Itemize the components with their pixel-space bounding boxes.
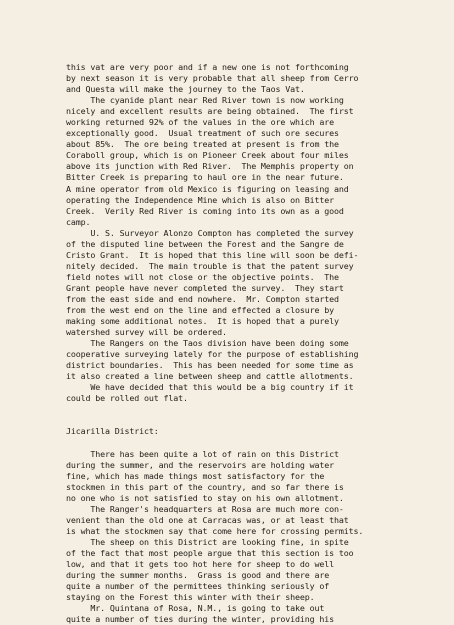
text-line: during the summer, and the reservoirs are holding water bbox=[66, 459, 335, 470]
paragraph-vat bbox=[66, 62, 418, 95]
text-line: district boundaries. This has been needed for some time as bbox=[66, 360, 354, 371]
text-line: from the west end on the line and effected a closure by bbox=[66, 305, 335, 316]
paragraph-survey bbox=[66, 228, 418, 338]
text-line: The sheep on this District are looking fine, in spite bbox=[66, 536, 349, 547]
text-line: We have decided that this would be a big country if it bbox=[66, 382, 354, 393]
paragraph-rangers bbox=[66, 338, 418, 404]
text-line: The cyanide plant near Red River town is now working bbox=[66, 95, 344, 106]
text-line: about 85%. The ore being treated at present is from the bbox=[66, 139, 339, 150]
text-line: camp. bbox=[66, 216, 91, 227]
text-line: The Ranger's headquarters at Rosa are much more con- bbox=[66, 503, 344, 514]
text-line: U. S. Surveyor Alonzo Compton has completed the survey bbox=[66, 227, 354, 238]
text-line: fine, which has made things most satisfactory for the bbox=[66, 470, 325, 481]
text-line: working returned 92% of the values in the ore which are bbox=[66, 117, 335, 128]
text-line: nicely and excellent results are being obtained. The first bbox=[66, 106, 354, 117]
paragraph-cyanide-plant bbox=[66, 95, 418, 228]
paragraph-headquarters bbox=[66, 504, 418, 537]
text-line: no one who is not satisfied to stay on his own allotment. bbox=[66, 492, 344, 503]
section-spacer bbox=[66, 404, 418, 426]
document-body bbox=[66, 62, 418, 625]
text-line: of the disputed line between the Forest and the Sangre de bbox=[66, 238, 344, 249]
section-heading: Jicarilla District: bbox=[66, 426, 159, 437]
text-line: Coraboll group, which is on Pioneer Creek about four miles bbox=[66, 150, 349, 161]
text-line: of the fact that most people argue that this section is too bbox=[66, 547, 354, 558]
text-line: exceptionally good. Usual treatment of such ore secures bbox=[66, 128, 339, 139]
text-line: it also created a line between sheep and cattle allotments. bbox=[66, 371, 354, 382]
text-line: The Rangers on the Taos division have been doing some bbox=[66, 338, 349, 349]
text-line: A mine operator from old Mexico is figuring on leasing and bbox=[66, 183, 349, 194]
text-line: from the east side and end nowhere. Mr. Compton started bbox=[66, 293, 339, 304]
text-line: Cristo Grant. It is hoped that this line will soon be defi- bbox=[66, 249, 359, 260]
text-line: making some additional notes. It is hoped that a purely bbox=[66, 316, 339, 327]
text-line: nitely decided. The main trouble is that the patent survey bbox=[66, 260, 354, 271]
paragraph-sheep bbox=[66, 537, 418, 625]
text-line: field notes will not close or the objective points. The bbox=[66, 271, 339, 282]
text-line: Grant people have never completed the survey. They start bbox=[66, 282, 344, 293]
text-line: is what the stockmen say that come here for crossing permits. bbox=[66, 525, 364, 536]
text-line: above its junction with Red River. The Memphis property on bbox=[66, 161, 354, 172]
text-line: Bitter Creek is preparing to haul ore in the near future. bbox=[66, 172, 344, 183]
text-line: Mr. Quintana of Rosa, N.M., is going to take out bbox=[66, 603, 325, 614]
text-line: quite a number of ties during the winter, providing his bbox=[66, 614, 335, 625]
text-line: during the summer months. Grass is good and there are bbox=[66, 570, 330, 581]
paragraph-rain bbox=[66, 449, 418, 504]
text-line: could be rolled out flat. bbox=[66, 393, 188, 404]
text-line: and Questa will make the journey to the Taos Vat. bbox=[66, 84, 305, 95]
text-line: Creek. Verily Red River is coming into its own as a good bbox=[66, 205, 344, 216]
text-line: staying on the Forest this winter with their sheep. bbox=[66, 592, 315, 603]
text-line: stockmen in this part of the country, and so far there is bbox=[66, 481, 344, 492]
text-line: cooperative surveying lately for the purpose of establishing bbox=[66, 349, 359, 360]
text-line: venient than the old one at Carracas was, or at least that bbox=[66, 514, 349, 525]
text-line: low, and that it gets too hot here for sheep to do well bbox=[66, 559, 335, 570]
text-line: operating the Independence Mine which is also on Bitter bbox=[66, 194, 335, 205]
text-line: quite a number of the permittees thinking seriously of bbox=[66, 581, 330, 592]
text-line: by next season it is very probable that all sheep from Cerro bbox=[66, 73, 359, 84]
text-line: this vat are very poor and if a new one is not forthcoming bbox=[66, 62, 349, 72]
text-line: There has been quite a lot of rain on this District bbox=[66, 448, 339, 459]
section-spacer bbox=[66, 438, 418, 449]
text-line: watershed survey will be ordered. bbox=[66, 327, 227, 338]
